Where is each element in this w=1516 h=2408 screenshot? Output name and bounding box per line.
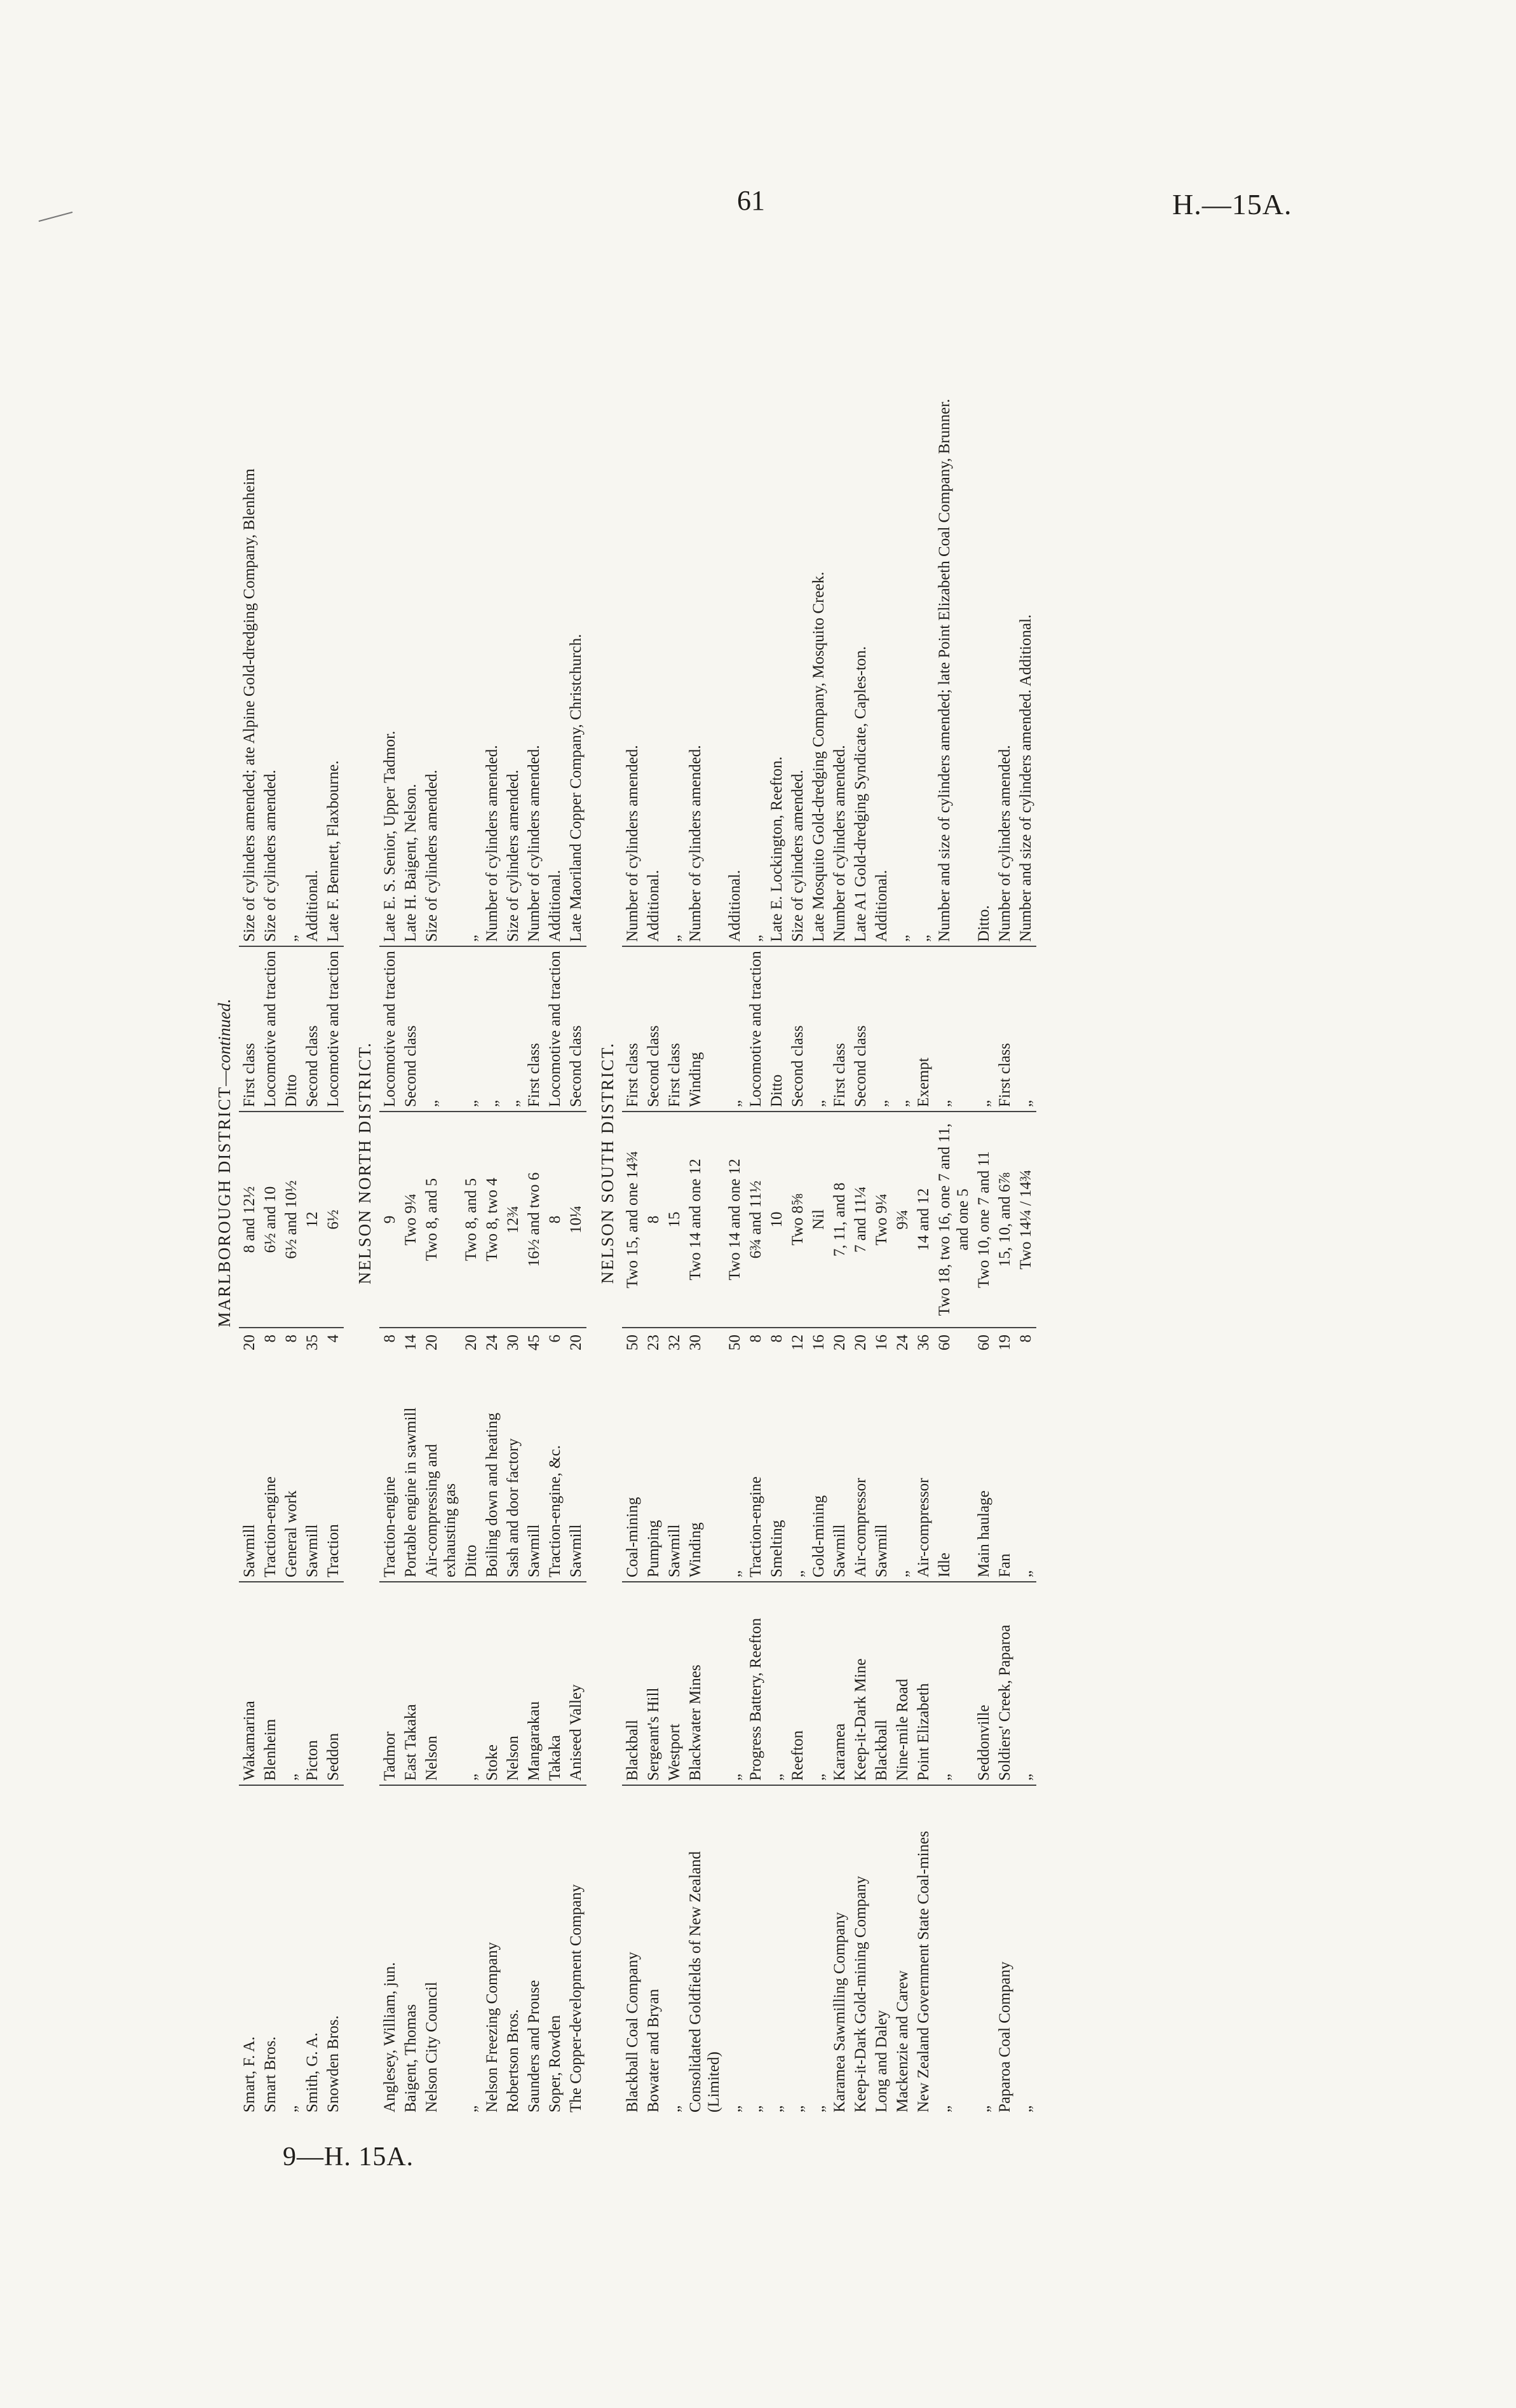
remarks-cell: Number of cylinders amended.	[524, 241, 545, 947]
table-row	[281, 241, 302, 2116]
remarks-cell: Late H. Baigent, Nelson.	[400, 241, 421, 947]
owner-cell: Smart, F. A.	[241, 2036, 258, 2112]
purpose-cell: Sawmill	[664, 1373, 685, 1582]
table-row	[482, 241, 503, 2116]
horsepower-cell: 32	[666, 1335, 683, 1350]
class-cell: „	[892, 947, 913, 1112]
remarks-cell: Number and size of cylinders amended; late Point Elizabeth Coal Company, Brunner.	[934, 241, 973, 947]
owner-cell: New Zealand Government State Coal-mines	[915, 1831, 932, 2112]
locality-cell: Wakamarina	[239, 1582, 260, 1786]
locality-cell: East Takaka	[400, 1582, 421, 1786]
table-row	[379, 241, 400, 2116]
page-number: 61	[737, 185, 765, 216]
class-cell: „	[934, 947, 973, 1112]
remarks-cell: Number of cylinders amended.	[685, 241, 724, 947]
owner-cell: „	[463, 2105, 480, 2112]
cylinders-cell: 6½ and 10	[260, 1112, 281, 1328]
remarks-cell: Size of cylinders amended.	[421, 241, 461, 947]
locality-cell: Mangarakau	[524, 1582, 545, 1786]
purpose-cell: „	[787, 1373, 808, 1582]
remarks-cell: „	[892, 241, 913, 947]
locality-cell: Westport	[664, 1582, 685, 1786]
table-row	[1015, 241, 1036, 2116]
table-row	[934, 241, 973, 2116]
locality-cell: Tadmor	[379, 1582, 400, 1786]
table-row	[545, 241, 565, 2116]
cylinders-cell: Two 8⅝	[787, 1112, 808, 1328]
class-cell: Locomotive and traction	[260, 947, 281, 1112]
horsepower-cell: 20	[423, 1335, 440, 1350]
remarks-cell: Size of cylinders amended.	[787, 241, 808, 947]
owner-cell: The Copper-development Company	[567, 1884, 585, 2112]
remarks-cell: „	[664, 241, 685, 947]
class-cell: „	[503, 947, 524, 1112]
cylinders-cell: Two 10, one 7 and 11	[973, 1112, 994, 1328]
horsepower-cell: 45	[525, 1335, 543, 1350]
margin-mark	[39, 212, 73, 222]
locality-cell: Keep-it-Dark Mine	[850, 1582, 871, 1786]
remarks-cell: Late Maoriland Copper Company, Christchurch.	[565, 241, 586, 947]
class-cell: „	[421, 947, 461, 1112]
purpose-cell: Traction-engine, &c.	[545, 1373, 565, 1582]
purpose-cell: Ditto	[461, 1373, 482, 1582]
section-title-suffix: —continued.	[215, 998, 234, 1086]
table-row	[421, 241, 461, 2116]
locality-cell: „	[461, 1582, 482, 1786]
horsepower-cell: 20	[852, 1335, 869, 1350]
cylinders-cell: Two 14 and one 12	[685, 1112, 724, 1328]
owner-cell: Nelson City Council	[423, 1982, 440, 2112]
class-cell: Locomotive and traction	[745, 947, 766, 1112]
remarks-cell: „	[745, 241, 766, 947]
cylinders-cell: 15, 10, and 6⅞	[994, 1112, 1015, 1328]
locality-cell: Takaka	[545, 1582, 565, 1786]
owner-cell: „	[768, 2105, 785, 2112]
class-cell: First class	[664, 947, 685, 1112]
horsepower-cell: 50	[726, 1335, 743, 1350]
locality-cell: Seddon	[323, 1582, 344, 1786]
horsepower-cell: 8	[381, 1335, 398, 1343]
remarks-cell: Late E. S. Senior, Upper Tadmor.	[379, 241, 400, 947]
purpose-cell: Sawmill	[829, 1373, 850, 1582]
locality-cell: Aniseed Valley	[565, 1582, 586, 1786]
cylinders-cell: 7, 11, and 8	[829, 1112, 850, 1328]
section-title: NELSON SOUTH DISTRICT.	[598, 1042, 617, 1284]
remarks-cell: Late E. Lockington, Reefton.	[766, 241, 787, 947]
class-cell: Locomotive and traction	[379, 947, 400, 1112]
owner-cell: Consolidated Goldfields of New Zealand (Limited)	[687, 1851, 722, 2112]
class-cell: „	[871, 947, 892, 1112]
class-cell: „	[461, 947, 482, 1112]
remarks-cell: Additional.	[643, 241, 664, 947]
remarks-cell: „	[461, 241, 482, 947]
owner-cell: Mackenzie and Carew	[894, 1970, 911, 2112]
locality-cell: Karamea	[829, 1582, 850, 1786]
owner-cell: Saunders and Prouse	[525, 1980, 543, 2112]
locality-cell: „	[1015, 1582, 1036, 1786]
class-cell: First class	[829, 947, 850, 1112]
table-row	[685, 241, 724, 2116]
section-gap	[1036, 241, 1043, 2116]
class-cell: First class	[524, 947, 545, 1112]
owner-cell: „	[789, 2105, 806, 2112]
purpose-cell: Coal-mining	[622, 1373, 643, 1582]
horsepower-cell: 23	[645, 1335, 662, 1350]
owner-cell: Baigent, Thomas	[402, 2004, 419, 2112]
section-heading	[210, 852, 239, 1474]
locality-cell: Reefton	[787, 1582, 808, 1786]
remarks-cell: Late F. Bennett, Flaxbourne.	[323, 241, 344, 947]
section-heading	[350, 852, 379, 1474]
table-row	[503, 241, 524, 2116]
horsepower-cell: 8	[262, 1335, 279, 1343]
section-heading	[593, 852, 622, 1474]
purpose-cell: Idle	[934, 1373, 973, 1582]
owner-cell: Smith, G. A.	[304, 2032, 321, 2112]
owner-cell: „	[726, 2105, 743, 2112]
horsepower-cell: 14	[402, 1335, 419, 1350]
class-cell: Locomotive and traction	[545, 947, 565, 1112]
table-row	[524, 241, 545, 2116]
table-row	[973, 241, 994, 2116]
class-cell: First class	[622, 947, 643, 1112]
table-row	[323, 241, 344, 2116]
purpose-cell: Air-compressor	[913, 1373, 934, 1582]
table-row	[400, 241, 421, 2116]
remarks-cell: Number of cylinders amended.	[622, 241, 643, 947]
owner-cell: Karamea Sawmilling Company	[831, 1912, 848, 2112]
locality-cell: Blackwater Mines	[685, 1582, 724, 1786]
table-row	[994, 241, 1015, 2116]
cylinders-cell: Two 8, and 5	[421, 1112, 461, 1328]
remarks-cell: Late A1 Gold-dredging Syndicate, Caples-ton.	[850, 241, 871, 947]
rotated-table	[210, 241, 1303, 2116]
horsepower-cell: 16	[810, 1335, 827, 1350]
table-row	[892, 241, 913, 2116]
cylinders-cell: 7 and 11¼	[850, 1112, 871, 1328]
purpose-cell: Sawmill	[239, 1373, 260, 1582]
owner-cell: Smart Bros.	[262, 2036, 279, 2112]
horsepower-cell: 30	[687, 1335, 704, 1350]
table-row	[787, 241, 808, 2116]
purpose-cell: Sawmill	[302, 1373, 323, 1582]
locality-cell: Picton	[302, 1582, 323, 1786]
locality-cell: „	[766, 1582, 787, 1786]
cylinders-cell: 8 and 12½	[239, 1112, 260, 1328]
purpose-cell: „	[1015, 1373, 1036, 1582]
purpose-cell: Sawmill	[524, 1373, 545, 1582]
class-cell: Locomotive and traction	[323, 947, 344, 1112]
horsepower-cell: 12	[789, 1335, 806, 1350]
table-row	[724, 241, 745, 2116]
owner-cell: „	[747, 2105, 764, 2112]
class-cell: First class	[239, 947, 260, 1112]
purpose-cell: Sash and door factory	[503, 1373, 524, 1582]
cylinders-cell: 15	[664, 1112, 685, 1328]
cylinders-cell: 12	[302, 1112, 323, 1328]
locality-cell: Seddonville	[973, 1582, 994, 1786]
purpose-cell: Main haulage	[973, 1373, 994, 1582]
purpose-cell: Portable engine in sawmill	[400, 1373, 421, 1582]
remarks-cell: Size of cylinders amended; ate Alpine Gold-dredging Company, Blenheim	[239, 241, 260, 947]
table-body	[210, 241, 1043, 2116]
cylinders-cell: Two 18, two 16, one 7 and 11, and one 5	[934, 1112, 973, 1328]
table-row	[302, 241, 323, 2116]
section-gap	[586, 241, 593, 2116]
cylinders-cell: Two 9¼	[871, 1112, 892, 1328]
purpose-cell: Sawmill	[871, 1373, 892, 1582]
cylinders-cell: Two 15, and one 14¾	[622, 1112, 643, 1328]
purpose-cell: Gold-mining	[808, 1373, 829, 1582]
remarks-cell: Number of cylinders amended.	[994, 241, 1015, 947]
locality-cell: Blackball	[871, 1582, 892, 1786]
section-title: NELSON NORTH DISTRICT.	[355, 1042, 374, 1284]
cylinders-cell: 10¼	[565, 1112, 586, 1328]
horsepower-cell: 8	[283, 1335, 300, 1343]
table-row	[664, 241, 685, 2116]
owner-cell: Blackball Coal Company	[624, 1952, 641, 2112]
purpose-cell: Traction-engine	[260, 1373, 281, 1582]
table-row	[808, 241, 829, 2116]
table-row	[913, 241, 934, 2116]
cylinders-cell: 14 and 12	[913, 1112, 934, 1328]
horsepower-cell: 20	[831, 1335, 848, 1350]
cylinders-cell: 9	[379, 1112, 400, 1328]
class-cell: „	[1015, 947, 1036, 1112]
purpose-cell: „	[724, 1373, 745, 1582]
table-row	[829, 241, 850, 2116]
owner-cell: Robertson Bros.	[504, 2009, 522, 2112]
table-row	[871, 241, 892, 2116]
owner-cell: Paparoa Coal Company	[996, 1961, 1013, 2112]
cylinders-cell: Nil	[808, 1112, 829, 1328]
remarks-cell: „	[281, 241, 302, 947]
owner-cell: Long and Daley	[873, 2010, 890, 2112]
horsepower-cell: 20	[567, 1335, 585, 1350]
owner-cell: Nelson Freezing Company	[484, 1942, 501, 2112]
locality-cell: „	[934, 1582, 973, 1786]
cylinders-cell: 16½ and two 6	[524, 1112, 545, 1328]
horsepower-cell: 8	[747, 1335, 764, 1343]
class-cell: Second class	[850, 947, 871, 1112]
section-title: MARLBOROUGH DISTRICT	[215, 1085, 234, 1328]
class-cell: „	[724, 947, 745, 1112]
class-cell: „	[808, 947, 829, 1112]
remarks-cell: Number of cylinders amended.	[829, 241, 850, 947]
horsepower-cell: 24	[484, 1335, 501, 1350]
cylinders-cell: 6¾ and 11½	[745, 1112, 766, 1328]
horsepower-cell: 8	[1017, 1335, 1034, 1343]
class-cell: Second class	[565, 947, 586, 1112]
table-row	[850, 241, 871, 2116]
horsepower-cell: 19	[996, 1335, 1013, 1350]
purpose-cell: Air-compressing and exhausting gas	[421, 1373, 461, 1582]
locality-cell: „	[808, 1582, 829, 1786]
table-row	[565, 241, 586, 2116]
purpose-cell: Boiling down and heating	[482, 1373, 503, 1582]
cylinders-cell: 6½ and 10½	[281, 1112, 302, 1328]
remarks-cell: Number of cylinders amended.	[482, 241, 503, 947]
class-cell: Second class	[643, 947, 664, 1112]
remarks-cell: Additional.	[545, 241, 565, 947]
purpose-cell: „	[892, 1373, 913, 1582]
horsepower-cell: 24	[894, 1335, 911, 1350]
cylinders-cell: Two 9¼	[400, 1112, 421, 1328]
remarks-cell: Additional.	[302, 241, 323, 947]
horsepower-cell: 60	[975, 1335, 992, 1350]
locality-cell: Blenheim	[260, 1582, 281, 1786]
table-row	[239, 241, 260, 2116]
owner-cell: „	[283, 2105, 300, 2112]
purpose-cell: General work	[281, 1373, 302, 1582]
locality-cell: „	[724, 1582, 745, 1786]
owner-cell: Snowden Bros.	[325, 2015, 342, 2112]
owner-cell: „	[666, 2105, 683, 2112]
purpose-cell: Winding	[685, 1373, 724, 1582]
cylinders-cell: Two 14¼ / 14¾	[1015, 1112, 1036, 1328]
horsepower-cell: 8	[768, 1335, 785, 1343]
remarks-cell: Ditto.	[973, 241, 994, 947]
class-cell: „	[973, 947, 994, 1112]
class-cell: Ditto	[281, 947, 302, 1112]
section-gap	[344, 241, 350, 2116]
purpose-cell: Air-compressor	[850, 1373, 871, 1582]
owner-cell: „	[810, 2105, 827, 2112]
remarks-cell: „	[913, 241, 934, 947]
cylinders-cell: 9¾	[892, 1112, 913, 1328]
table-row	[260, 241, 281, 2116]
table-row	[745, 241, 766, 2116]
horsepower-cell: 4	[325, 1335, 342, 1343]
locality-cell: „	[281, 1582, 302, 1786]
remarks-cell: Size of cylinders amended.	[260, 241, 281, 947]
signature-mark: 9—H. 15A.	[283, 2142, 414, 2172]
owner-cell: „	[936, 2105, 953, 2112]
owner-cell: Anglesey, William, jun.	[381, 1962, 398, 2112]
horsepower-cell: 30	[504, 1335, 522, 1350]
owner-cell: „	[1017, 2105, 1034, 2112]
locality-cell: Nine-mile Road	[892, 1582, 913, 1786]
horsepower-cell: 35	[304, 1335, 321, 1350]
locality-cell: Soldiers' Creek, Paparoa	[994, 1582, 1015, 1786]
remarks-cell: Late Mosquito Gold-dredging Company, Mosquito Creek.	[808, 241, 829, 947]
owner-cell: Bowater and Bryan	[645, 1989, 662, 2112]
cylinders-cell: Two 8, two 4	[482, 1112, 503, 1328]
remarks-cell: Number and size of cylinders amended. Additional.	[1015, 241, 1036, 947]
purpose-cell: Pumping	[643, 1373, 664, 1582]
horsepower-cell: 36	[915, 1335, 932, 1350]
purpose-cell: Traction-engine	[379, 1373, 400, 1582]
purpose-cell: Traction-engine	[745, 1373, 766, 1582]
class-cell: Second class	[302, 947, 323, 1112]
locality-cell: Stoke	[482, 1582, 503, 1786]
purpose-cell: Smelting	[766, 1373, 787, 1582]
cylinders-cell: 10	[766, 1112, 787, 1328]
cylinders-cell: 8	[643, 1112, 664, 1328]
cylinders-cell: 12¾	[503, 1112, 524, 1328]
class-cell: „	[482, 947, 503, 1112]
table-row	[461, 241, 482, 2116]
horsepower-cell: 50	[624, 1335, 641, 1350]
class-cell: Second class	[400, 947, 421, 1112]
locality-cell: Sergeant's Hill	[643, 1582, 664, 1786]
owner-cell: Soper, Rowden	[546, 2015, 564, 2112]
table-row	[766, 241, 787, 2116]
class-cell: Exempt	[913, 947, 934, 1112]
class-cell: First class	[994, 947, 1015, 1112]
cylinders-cell: Two 8, and 5	[461, 1112, 482, 1328]
class-cell: Second class	[787, 947, 808, 1112]
cylinders-cell: 6½	[323, 1112, 344, 1328]
owner-cell: „	[975, 2105, 992, 2112]
remarks-cell: Additional.	[724, 241, 745, 947]
cylinders-cell: 8	[545, 1112, 565, 1328]
class-cell: Ditto	[766, 947, 787, 1112]
class-cell: Winding	[685, 947, 724, 1112]
locality-cell: Blackball	[622, 1582, 643, 1786]
purpose-cell: Fan	[994, 1373, 1015, 1582]
cylinders-cell: Two 14 and one 12	[724, 1112, 745, 1328]
table-row	[622, 241, 643, 2116]
document-code: H.—15A.	[1172, 188, 1292, 221]
horsepower-cell: 20	[241, 1335, 258, 1350]
locality-cell: Nelson	[503, 1582, 524, 1786]
locality-cell: Progress Battery, Reefton	[745, 1582, 766, 1786]
horsepower-cell: 60	[936, 1335, 953, 1350]
horsepower-cell: 16	[873, 1335, 890, 1350]
locality-cell: Point Elizabeth	[913, 1582, 934, 1786]
horsepower-cell: 6	[546, 1335, 564, 1343]
remarks-cell: Additional.	[871, 241, 892, 947]
remarks-cell: Size of cylinders amended.	[503, 241, 524, 947]
purpose-cell: Traction	[323, 1373, 344, 1582]
purpose-cell: Sawmill	[565, 1373, 586, 1582]
horsepower-cell: 20	[463, 1335, 480, 1350]
locality-cell: Nelson	[421, 1582, 461, 1786]
table-row	[643, 241, 664, 2116]
owner-cell: Keep-it-Dark Gold-mining Company	[852, 1875, 869, 2112]
